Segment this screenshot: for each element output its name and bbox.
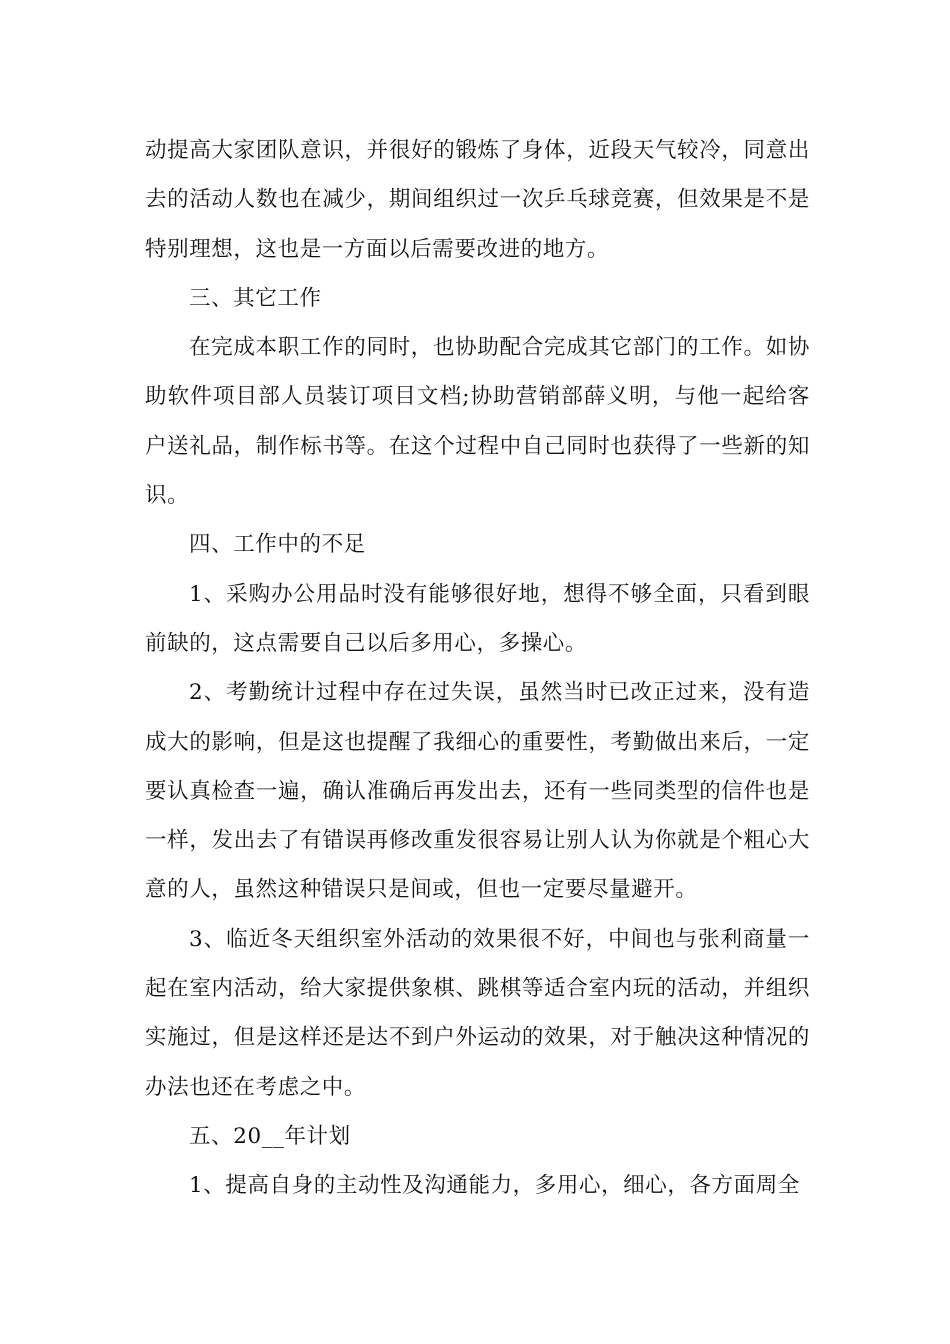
section-heading-shortcomings: 四、工作中的不足	[189, 532, 366, 558]
section-heading-other-work: 三、其它工作	[189, 285, 322, 311]
paragraph-shortcoming-1: 1、采购办公用品时没有能够很好地，想得不够全面，只看到眼前缺的，这点需要自己以后多用心，多操心。	[145, 581, 810, 656]
paragraph-shortcoming-2: 2、考勤统计过程中存在过失误，虽然当时已改正过来，没有造成大的影响，但是这也提醒了我细心的重要性，考勤做出来后，一定要认真检查一遍，确认准确后再发出去，还有一些同类型的信件也是一样，发出去了有错误再修改重发很容易让别人认为你就是个粗心大意的人，虽然这种错误只是间或，但也一定要尽量避开。	[145, 680, 810, 903]
document-body	[145, 126, 810, 1211]
paragraph-plan-1: 1、提高自身的主动性及沟通能力，多用心，细心，各方面周全	[189, 1173, 800, 1199]
paragraph-continued-activities: 动提高大家团队意识，并很好的锻炼了身体，近段天气较冷，同意出去的活动人数也在减少，期间组织过一次乒乓球竞赛，但效果是不是特别理想，这也是一方面以后需要改进的地方。	[145, 138, 810, 262]
paragraph-other-work: 在完成本职工作的同时，也协助配合完成其它部门的工作。如协助软件项目部人员装订项目文档;协助营销部薛义明，与他一起给客户送礼品，制作标书等。在这个过程中自己同时也获得了一些新的知识。	[145, 335, 810, 509]
section-heading-plan: 五、20__年计划	[189, 1123, 351, 1149]
paragraph-shortcoming-3: 3、临近冬天组织室外活动的效果很不好，中间也与张利商量一起在室内活动，给大家提供象棋、跳棋等适合室内玩的活动，并组织实施过，但是这样还是达不到户外运动的效果，对于触决这种情况的办法也还在考虑之中。	[145, 926, 810, 1100]
